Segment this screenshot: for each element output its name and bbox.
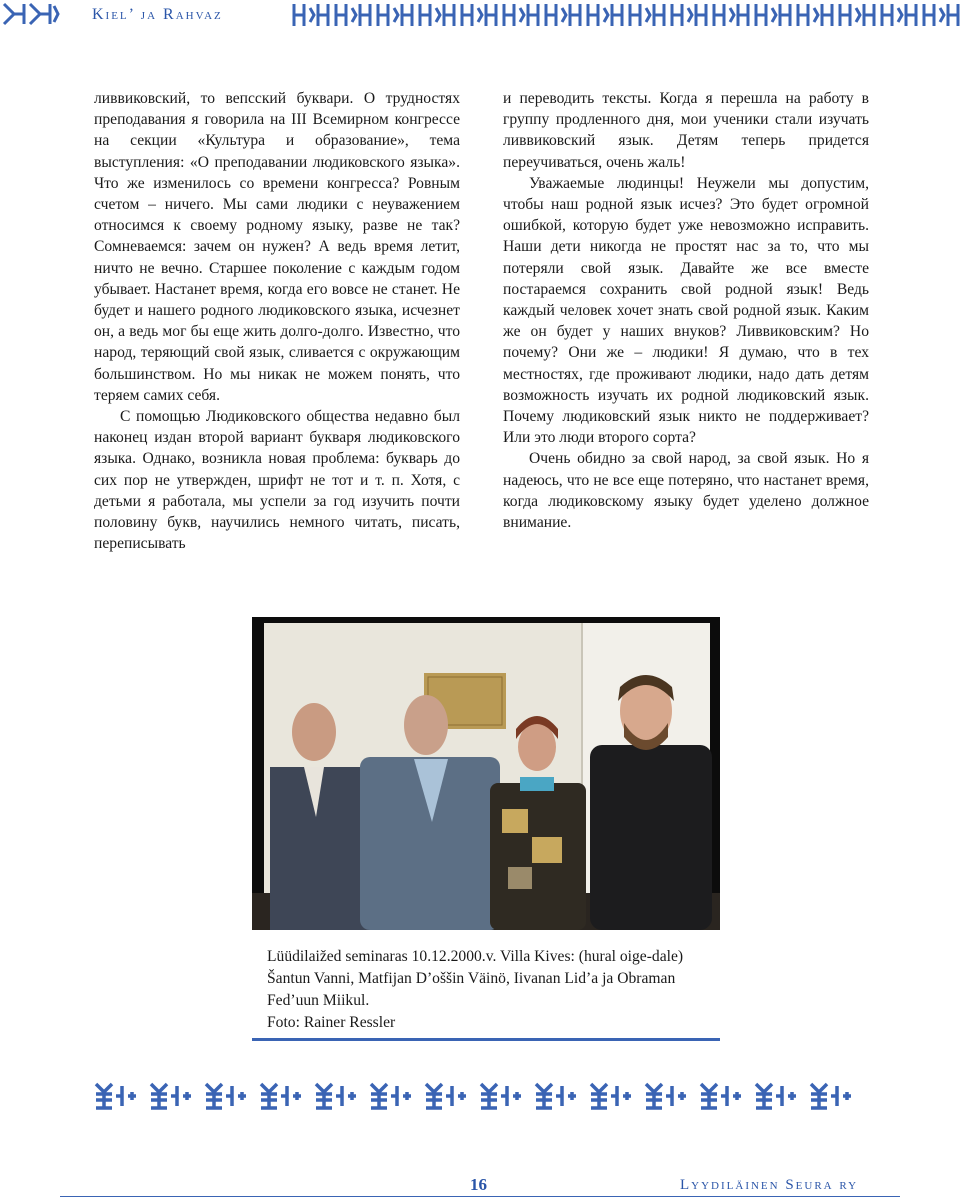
photo-credit: Foto: Rainer Ressler: [267, 1014, 396, 1031]
paragraph: ливвиковский, то вепсский буквари. О трудностях преподавания я говорила на III Всемирном конгрессе на секции «Культура и образование», тема выступления: «О преподавании людиковского языка». Что же изменилось со времени конгресса? Ровным счетом – ничего. Мы сами людики с неуважением относимся к своему родному языку, разве не так? Сомневаемся: зачем он нужен? А ведь время летит, ничто не вечно. Старшее поколение с каждым годом убывает. Настанет время, когда его вовсе не станет. Не будет и нашего родного людиковского языка, исчезнет он, а ведь мог бы еще жить долго-долго. Известно, что народ, теряющий свой язык, сливается с окружающим большинством. Но мы никак не можем понять, что теряем самих себя.: [94, 90, 460, 404]
header-title: Kiel’ ja Rahvaz: [92, 6, 223, 23]
text-column-right: [503, 88, 869, 533]
photo-illustration: [252, 617, 720, 930]
text-column-left: [94, 88, 460, 554]
group-photo: [252, 617, 720, 930]
paragraph: и переводить тексты. Когда я перешла на работу в группу продленного дня, мои ученики стали изучать ливвиковский язык. Детям теперь придется переучиваться, очень жаль!: [503, 90, 869, 171]
photo-caption: [267, 946, 717, 1034]
ornament-left-icon: [0, 0, 62, 30]
paragraph: С помощью Людиковского общества недавно был наконец издан второй вариант букваря людиковского языка. Однако, возникла новая проблема: букварь до сих пор не утвержден, шрифт не тот и т. п. Хотя, с детьми я работала, мы успели за год изучить почти половину букв, научились немного читать, писать, переписывать: [94, 408, 460, 553]
page-number: 16: [470, 1175, 487, 1194]
paragraph: Уважаемые людинцы! Неужели мы допустим, чтобы наш родной язык исчез? Это будет огромной ошибкой, которую будет уже невозможно исправить. Наши дети никогда не простят нас за то, что мы потеряли свой язык. Давайте же все вместе постараемся сохранить свой родной язык! Ведь каждый человек хочет знать свой родной язык. Каким же он будет у наших внуков? Ливвиковским? Но почему? Они же – людики! Я думаю, что в тех местностях, где проживают людики, надо дать детям возможность изучать их родной людиковский язык. Почему людиковский язык никто не поддерживает? Или это люди второго сорта?: [503, 174, 869, 447]
footer-title: Lyydiläinen Seura ry: [680, 1177, 859, 1193]
caption-rule: [252, 1038, 720, 1041]
paragraph: Очень обидно за свой народ, за свой язык. Но я надеюсь, что не все еще потеряно, что настанет время, когда людиковскому языку будет уделено должное внимание.: [503, 450, 869, 532]
ornament-footer-band-icon: [92, 1080, 862, 1114]
caption-text: Lüüdilaižed seminaras 10.12.2000.v. Villa Kives: (hural oige-dale) Šantun Vanni, Matfijan D’oššin Väinö, Iivanan Lid’a ja Obraman Fed’uun Miikul.: [267, 948, 684, 1009]
footer-rule: [60, 1196, 900, 1197]
ornament-header-band-icon: [290, 0, 960, 30]
page-header: [0, 0, 960, 30]
